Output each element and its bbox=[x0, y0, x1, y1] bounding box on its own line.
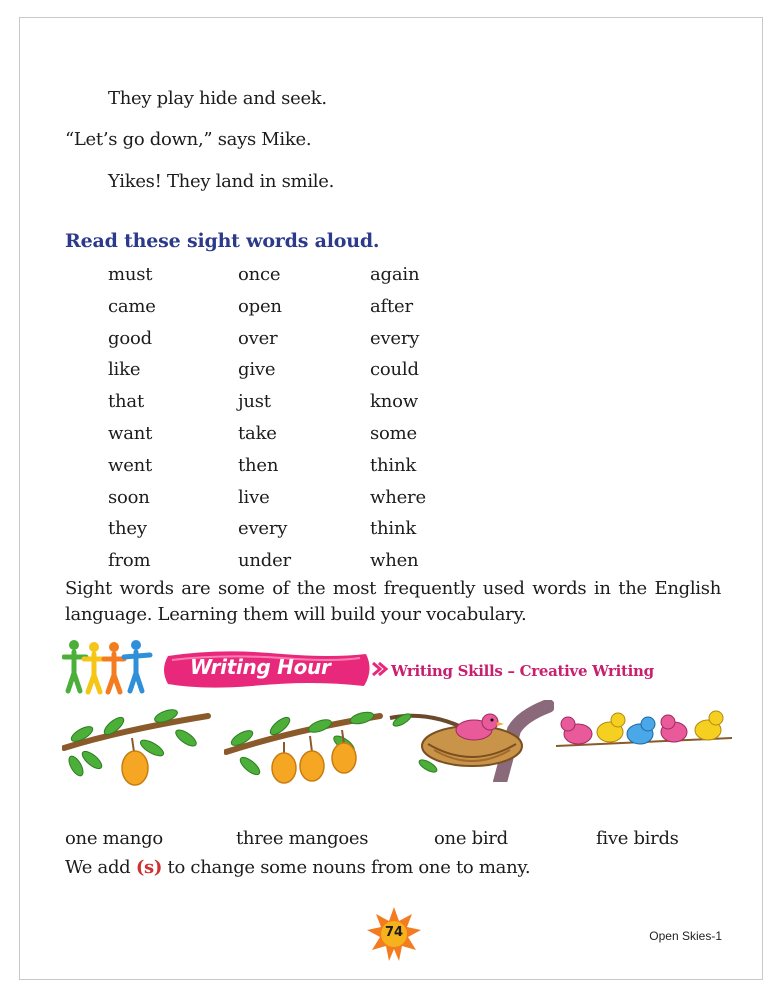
caption-one-mango: one mango bbox=[65, 828, 163, 849]
sight-word: that bbox=[108, 391, 144, 413]
sight-word: some bbox=[370, 423, 417, 444]
sight-word: give bbox=[238, 359, 276, 381]
sight-word: like bbox=[108, 359, 141, 381]
sight-word: just bbox=[238, 391, 271, 413]
plural-rule bbox=[65, 857, 530, 878]
sight-word: take bbox=[238, 423, 277, 444]
sight-word: once bbox=[238, 264, 281, 285]
sight-word: then bbox=[238, 454, 279, 476]
plural-rule-before: We add bbox=[65, 857, 136, 878]
sight-word: open bbox=[238, 295, 282, 317]
sight-word: over bbox=[238, 327, 278, 349]
sight-word: when bbox=[370, 550, 419, 572]
sight-word: live bbox=[238, 486, 270, 508]
sight-word: under bbox=[238, 550, 291, 572]
three-mangoes-branch-illustration bbox=[224, 708, 384, 788]
sight-word: from bbox=[108, 550, 151, 572]
sight-word: again bbox=[370, 264, 420, 285]
writing-skills-subtitle: Writing Skills – Creative Writing bbox=[391, 662, 654, 680]
caption-one-bird: one bird bbox=[434, 828, 508, 849]
explanation-text: Sight words are some of the most frequently used words in the English language. Learning them will build your vocabulary. bbox=[65, 578, 721, 625]
sight-word: where bbox=[370, 486, 426, 508]
sight-word: soon bbox=[108, 486, 150, 508]
story-line-3: Yikes! They land in smile. bbox=[108, 171, 335, 192]
sight-words-heading: Read these sight words aloud. bbox=[65, 230, 380, 252]
caption-three-mangoes: three mangoes bbox=[236, 828, 369, 849]
sight-words-explanation bbox=[65, 576, 721, 628]
sight-word: came bbox=[108, 295, 156, 317]
sight-word: know bbox=[370, 391, 418, 413]
sight-word: went bbox=[108, 454, 153, 476]
plural-rule-after: to change some nouns from one to many. bbox=[162, 857, 531, 878]
sight-word: they bbox=[108, 518, 147, 540]
caption-five-birds: five birds bbox=[596, 828, 679, 849]
sight-word: could bbox=[370, 359, 419, 381]
children-group-icon bbox=[62, 637, 158, 695]
one-bird-nest-illustration bbox=[388, 700, 554, 782]
plural-rule-highlight: (s) bbox=[135, 857, 163, 878]
sight-word: after bbox=[370, 295, 413, 317]
double-chevron-icon bbox=[371, 660, 389, 678]
sight-word: every bbox=[238, 518, 288, 540]
sight-word: want bbox=[108, 423, 153, 444]
story-line-1: They play hide and seek. bbox=[108, 88, 327, 109]
sight-word: good bbox=[108, 327, 152, 349]
writing-hour-title: Writing Hour bbox=[190, 655, 331, 679]
five-birds-illustration bbox=[556, 702, 732, 758]
sight-word: think bbox=[370, 454, 417, 476]
page-number: 74 bbox=[384, 925, 404, 940]
story-line-2: “Let’s go down,” says Mike. bbox=[65, 129, 312, 150]
sight-word: must bbox=[108, 264, 153, 285]
book-title-footer: Open Skies-1 bbox=[649, 929, 722, 943]
sight-word: think bbox=[370, 518, 417, 540]
sight-word: every bbox=[370, 327, 420, 349]
one-mango-branch-illustration bbox=[62, 708, 212, 788]
